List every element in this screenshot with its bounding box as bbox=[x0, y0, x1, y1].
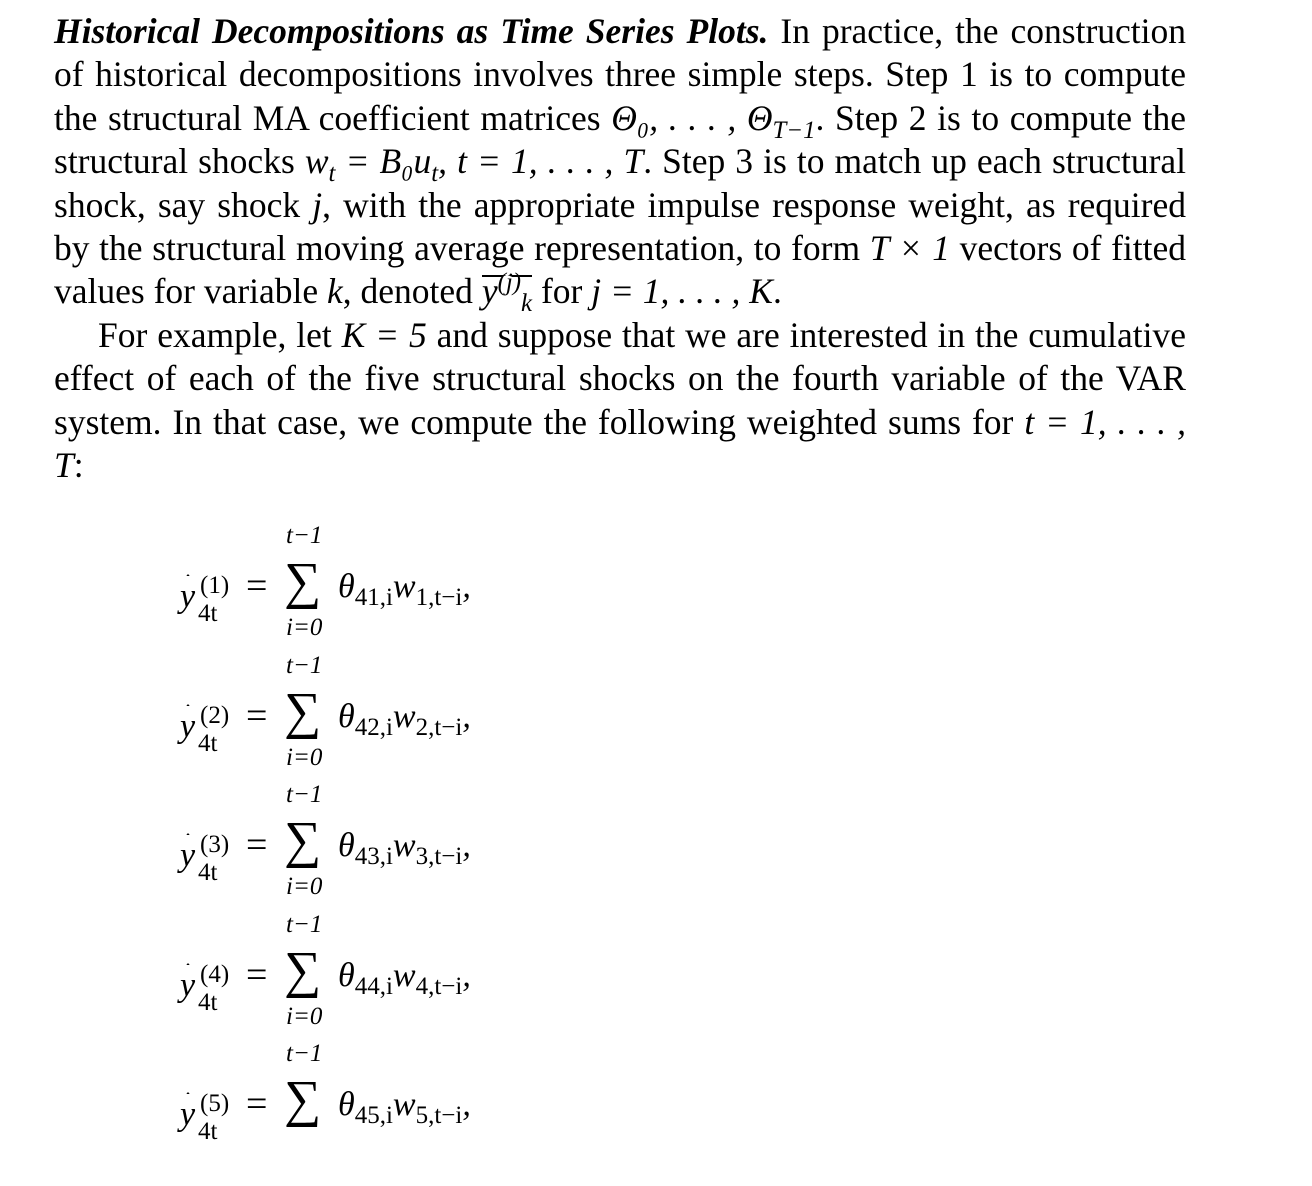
math-t-range: t = 1, . . . , T bbox=[54, 401, 1186, 486]
yhat-symbol: $y^{(j)}_k$ bbox=[481, 269, 533, 318]
equation-lhs bbox=[176, 1088, 246, 1144]
shock-index: (1) bbox=[200, 572, 230, 599]
text-segment: vectors of fitted values for variable bbox=[54, 228, 1186, 312]
summand: $\theta_{43,i}w_{3,t-i}$, bbox=[338, 827, 471, 870]
theta-list: Θ₀, . . . , $\Theta_{T-1}$ bbox=[611, 97, 816, 144]
math-k: k bbox=[327, 271, 343, 312]
paragraph-example bbox=[54, 314, 1186, 488]
equation-lhs bbox=[176, 570, 246, 626]
equation-row bbox=[176, 522, 596, 668]
shock-index: (2) bbox=[200, 702, 230, 729]
text-segment: . Step 3 is to match up each structural shock, say shock bbox=[54, 141, 1187, 225]
summation-symbol: ∑ bbox=[284, 683, 322, 740]
summation-symbol: ∑ bbox=[284, 812, 322, 869]
yhat-variable: y bbox=[180, 967, 196, 1004]
sum-upper-limit: t−1 bbox=[286, 522, 323, 549]
sum-lower-limit: i=0 bbox=[286, 614, 323, 641]
variable-index: 4t bbox=[198, 989, 218, 1016]
equation-lhs bbox=[176, 700, 246, 756]
equation-row bbox=[176, 781, 596, 927]
sum-upper-limit: t−1 bbox=[286, 652, 323, 679]
text-segment: and suppose that we are interested in the cumulative effect of each of the five structural shocks on the fourth variable of the VAR system. In that case, we compute the following weighted sums for bbox=[54, 314, 1186, 442]
equation-row bbox=[176, 652, 596, 798]
sum-lower-limit: i=0 bbox=[286, 1003, 323, 1030]
equation-row bbox=[176, 1040, 596, 1186]
equals-sign: = bbox=[246, 954, 268, 996]
math-j: j bbox=[312, 184, 323, 225]
sum-lower-limit: i=0 bbox=[286, 744, 323, 771]
summand: $\theta_{44,i}w_{4,t-i}$, bbox=[338, 957, 471, 1000]
shock-equation: $w_t = B_0u_t$, t = 1, . . . , T bbox=[304, 141, 644, 188]
summation-symbol: ∑ bbox=[284, 553, 322, 610]
summand: $\theta_{42,i}w_{2,t-i}$, bbox=[338, 698, 471, 741]
document-page bbox=[54, 10, 1186, 487]
text-segment: In practice, the construction of historical decompositions involves three simple steps. Step 1 is to compute the structural MA coefficient matrices bbox=[54, 11, 1186, 138]
equals-sign: = bbox=[246, 824, 268, 866]
text-segment: , with the appropriate impulse response weight, as required by the structural moving average representation, to form bbox=[54, 184, 1186, 269]
equation-lhs bbox=[176, 829, 246, 885]
equation-lhs bbox=[176, 959, 246, 1015]
text-segment: for bbox=[532, 271, 592, 312]
text-segment: . Step 2 is to compute the structural shocks bbox=[54, 97, 1186, 182]
equals-sign: = bbox=[246, 1083, 268, 1125]
paragraph-steps bbox=[54, 10, 1187, 318]
sum-upper-limit: t−1 bbox=[286, 1040, 323, 1067]
equals-sign: = bbox=[246, 565, 268, 607]
text-segment: . bbox=[772, 271, 782, 312]
equation-row bbox=[176, 911, 596, 1057]
section-heading: Historical Decompositions as Time Series Plots. bbox=[54, 11, 769, 51]
math-dims: T × 1 bbox=[869, 228, 950, 269]
math-k-eq: K = 5 bbox=[341, 314, 427, 355]
variable-index: 4t bbox=[198, 1118, 218, 1145]
sum-lower-limit: i=0 bbox=[286, 873, 323, 900]
variable-index: 4t bbox=[198, 600, 218, 627]
sum-upper-limit: t−1 bbox=[286, 911, 323, 938]
text-segment: For example, let bbox=[98, 314, 342, 355]
math-j-range: j = 1, . . . , K bbox=[591, 271, 773, 312]
sum-upper-limit: t−1 bbox=[286, 781, 323, 808]
equals-sign: = bbox=[246, 695, 268, 737]
yhat-variable: y bbox=[180, 1096, 196, 1133]
shock-index: (3) bbox=[200, 831, 230, 858]
shock-index: (5) bbox=[200, 1090, 230, 1117]
yhat-variable: y bbox=[180, 708, 196, 745]
yhat-variable: y bbox=[180, 837, 196, 874]
summand: $\theta_{45,i}w_{5,t-i}$, bbox=[338, 1086, 471, 1129]
variable-index: 4t bbox=[198, 730, 218, 757]
summand: $\theta_{41,i}w_{1,t-i}$, bbox=[338, 568, 471, 611]
text-segment: , denoted bbox=[342, 271, 482, 312]
variable-index: 4t bbox=[198, 859, 218, 886]
text-segment: : bbox=[73, 445, 84, 486]
yhat-variable: y bbox=[180, 578, 196, 615]
summation-symbol: ∑ bbox=[284, 942, 322, 999]
shock-index: (4) bbox=[200, 961, 230, 988]
summation-symbol: ∑ bbox=[284, 1071, 322, 1128]
